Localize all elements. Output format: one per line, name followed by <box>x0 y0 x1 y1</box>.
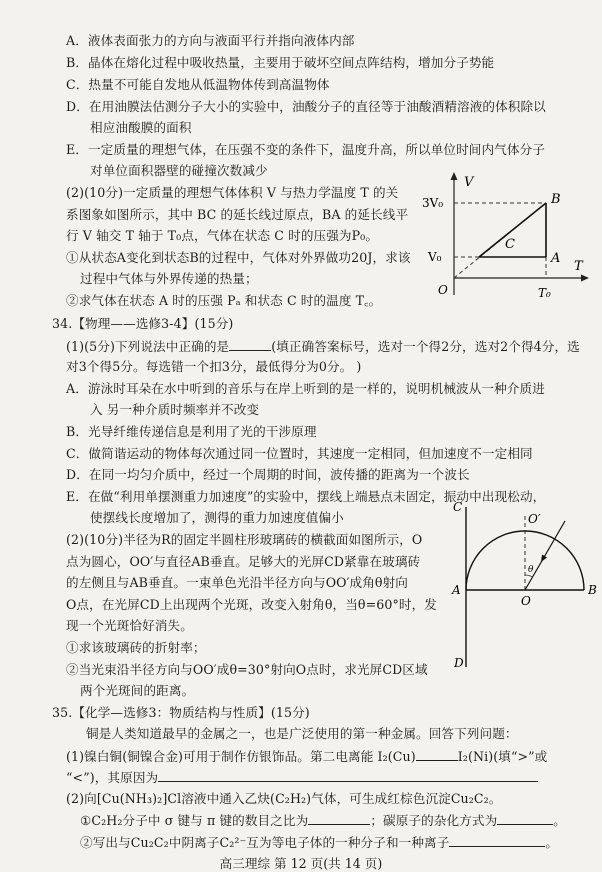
vt-t0-label: T₀ <box>538 286 551 300</box>
q33-option-c: C．热量不可能自发地从低温物体传到高温物体 <box>66 77 330 92</box>
q34-option-d: D．在同一均匀介质中，经过一个周期的时间，波传播的距离为一个波长 <box>66 467 470 482</box>
vt-origin-label: O <box>438 283 448 297</box>
q35-line5: ②写出与Cu₂C₂中阴离子C₂²⁻互为等电子体的一种分子和一种离子 。 <box>80 835 559 850</box>
q35-line1: (1)镍白铜(铜镍合金)可用于制作仿银饰品。第二电离能 I₂(Cu) I₂(Ni)(填“>”或 <box>66 749 548 764</box>
q34-part2-line3: 的左侧且与AB垂直。一束单色光沿半径方向与OO′成角θ射向 <box>66 575 408 590</box>
q34-part2-line7: ②当光束沿半径方向与OO′成θ=30°射向O点时，求光屏CD区域 <box>66 662 428 677</box>
q34-part2-line8: 两个光斑间的距离。 <box>80 683 195 698</box>
q34-option-e-line1: E．在做“利用单摆测重力加速度”的实验中，摆线上端悬点未固定，振动中出现松动， <box>66 489 546 504</box>
q33-option-e-line1: E．一定质量的理想气体，在压强不变的条件下，温度升高，所以单位时间内气体分子 <box>66 142 545 157</box>
q34-part1-line1: (1)(5分)下列说法中正确的是 (填正确答案标号，选对一个得2分，选对2个得4分，选 <box>66 339 580 354</box>
glass-label-c: C <box>453 500 463 514</box>
q34-option-e-line2: 使摆线长度增加了，测得的重力加速度值偏小 <box>90 510 344 525</box>
q34-part2-line2: 点为圆心，OO′与直径AB垂直。足够大的光屏CD紧靠在玻璃砖 <box>66 554 421 569</box>
q35-heading: 35.【化学—选修3：物质结构与性质】(15分) <box>52 705 310 720</box>
q33-option-e-line2: 对单位面积器壁的碰撞次数减少 <box>90 163 268 178</box>
q34-part2-line5: 现一个光斑恰好消失。 <box>66 618 193 633</box>
q33-part2-line3: 行 V 轴交 T 轴于 T₀点，气体在状态 C 时的压强为P₀。 <box>66 228 379 243</box>
q35-line4: ①C₂H₂分子中 σ 键与 π 键的数目之比为 ；碳原子的杂化方式为 。 <box>80 813 566 828</box>
vt-graph <box>412 170 592 308</box>
vt-point-a: A <box>551 251 561 266</box>
q34-part2-line1: (2)(10分)半径为R的固定半圆柱形玻璃砖的横截面如图所示，O <box>66 532 423 547</box>
q35-intro: 铜是人类知道最早的金属之一，也是广泛使用的第一种金属。回答下列问题： <box>86 726 518 741</box>
q34-part2-line6: ①求该玻璃砖的折射率； <box>66 640 206 655</box>
q33-option-d-line2: 相应油酸膜的面积 <box>90 120 192 135</box>
q34-part2-line4: O点，在光屏CD上出现两个光斑，改变入射角θ，当θ=60°时，发 <box>66 597 437 612</box>
q35-line3: (2)向[Cu(NH₃)₂]Cl溶液中通入乙炔(C₂H₂)气体，可生成红棕色沉淀Cu₂C₂。 <box>66 791 502 806</box>
q34-option-c: C．做简谐运动的物体每次通过同一位置时，其速度一定相同，但加速度不一定相同 <box>66 446 533 461</box>
q33-option-d-line1: D．在用油膜法估测分子大小的实验中，油酸分子的直径等于油酸酒精溶液的体积除以 <box>66 99 546 114</box>
q35-blank-isoelectronic[interactable] <box>449 834 545 847</box>
vt-v0-label: V₀ <box>428 250 442 264</box>
q33-option-b: B．晶体在熔化过程中吸收热量，主要用于破坏空间点阵结构，增加分子势能 <box>66 55 495 70</box>
q33-part2-line1: (2)(10分)一定质量的理想气体体积 V 与热力学温度 T 的关 <box>66 185 399 200</box>
q33-part2-line4: ①从状态A变化到状态B的过程中，气体对外界做功20J，求该 <box>66 250 411 265</box>
glass-figure <box>445 495 602 675</box>
vt-point-c: C <box>505 237 515 252</box>
vt-3v0-label: 3V₀ <box>422 196 444 210</box>
q33-part2-line5: 过程中气体与外界传递的热量； <box>80 271 258 286</box>
glass-label-o-prime: O′ <box>528 512 541 526</box>
vt-v-axis-label: V <box>464 175 474 190</box>
vt-point-b: B <box>551 192 561 207</box>
q34-part1-line2: 对3个得5分。每选错一个扣3分，最低得分为0分。 ) <box>66 359 362 374</box>
q34-option-b: B．光导纤维传递信息是利用了光的干涉原理 <box>66 424 317 439</box>
glass-label-b: B <box>588 583 597 597</box>
glass-label-theta: θ <box>528 565 534 575</box>
q33-option-a: A．液体表面张力的方向与液面平行并指向液体内部 <box>66 33 355 48</box>
q34-answer-blank[interactable] <box>229 338 271 351</box>
q33-part2-line6: ②求气体在状态 A 时的压强 Pₐ 和状态 C 时的温度 T꜀。 <box>66 293 382 308</box>
glass-label-a: A <box>452 583 461 597</box>
q35-line2: “<”)，其原因为 <box>66 769 538 786</box>
q35-blank-bond-ratio[interactable] <box>308 812 370 825</box>
q34-option-a-line1: A．游泳时耳朵在水中听到的音乐与在岸上听到的是一样的，说明机械波从一种介质进 <box>66 381 545 396</box>
glass-label-d: D <box>454 656 464 670</box>
vt-t-axis-label: T <box>574 259 583 274</box>
q34-heading: 34.【物理——选修3-4】(15分) <box>52 316 234 331</box>
q35-blank-ionization[interactable] <box>416 748 458 761</box>
glass-label-o: O <box>521 594 531 608</box>
q35-blank-reason[interactable] <box>158 769 538 782</box>
q35-blank-hybridization[interactable] <box>497 812 553 825</box>
q34-option-a-line2: 入 另一种介质时频率并不改变 <box>90 402 260 417</box>
page-footer: 高三理综 第 12 页(共 14 页) <box>219 856 383 871</box>
q33-part2-line2: 系图象如图所示，其中 BC 的延长线过原点，BA 的延长线平 <box>66 207 409 222</box>
